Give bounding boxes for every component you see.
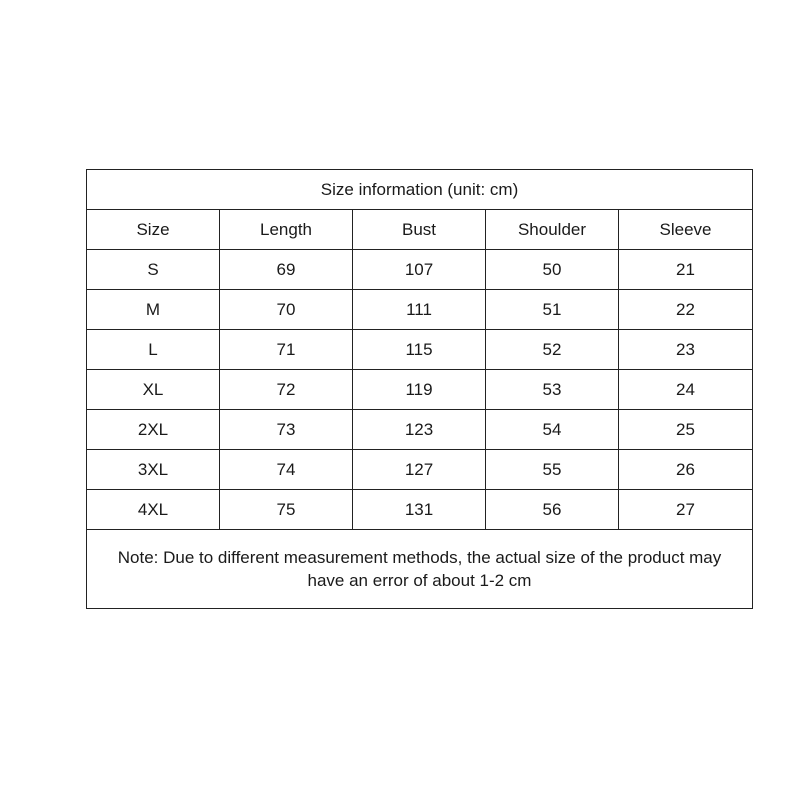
cell-length: 74 [220,450,353,490]
note-row [87,530,753,609]
cell-size: 2XL [87,410,220,450]
cell-bust: 127 [353,450,486,490]
size-chart-table [86,169,753,609]
cell-size: M [87,290,220,330]
measurement-note: Note: Due to different measurement methods, the actual size of the product may have an error of about 1-2 cm [87,530,753,609]
cell-length: 75 [220,490,353,530]
cell-size: 3XL [87,450,220,490]
cell-sleeve: 25 [619,410,753,450]
title-row [87,170,753,210]
cell-sleeve: 23 [619,330,753,370]
cell-sleeve: 22 [619,290,753,330]
table-row [87,410,753,450]
cell-sleeve: 26 [619,450,753,490]
cell-size: 4XL [87,490,220,530]
table-row [87,250,753,290]
cell-sleeve: 21 [619,250,753,290]
column-header-sleeve: Sleeve [619,210,753,250]
table-title: Size information (unit: cm) [87,170,753,210]
cell-bust: 131 [353,490,486,530]
size-chart-body [87,170,753,609]
cell-bust: 123 [353,410,486,450]
column-header-shoulder: Shoulder [486,210,619,250]
header-row [87,210,753,250]
cell-shoulder: 54 [486,410,619,450]
cell-bust: 111 [353,290,486,330]
column-header-bust: Bust [353,210,486,250]
table-row [87,290,753,330]
cell-size: S [87,250,220,290]
cell-sleeve: 24 [619,370,753,410]
cell-shoulder: 51 [486,290,619,330]
cell-sleeve: 27 [619,490,753,530]
cell-bust: 115 [353,330,486,370]
cell-length: 73 [220,410,353,450]
cell-shoulder: 56 [486,490,619,530]
column-header-length: Length [220,210,353,250]
cell-length: 71 [220,330,353,370]
cell-shoulder: 52 [486,330,619,370]
cell-size: XL [87,370,220,410]
table-row [87,450,753,490]
cell-length: 72 [220,370,353,410]
cell-size: L [87,330,220,370]
table-row [87,370,753,410]
cell-shoulder: 53 [486,370,619,410]
cell-bust: 107 [353,250,486,290]
cell-length: 70 [220,290,353,330]
cell-length: 69 [220,250,353,290]
cell-bust: 119 [353,370,486,410]
cell-shoulder: 50 [486,250,619,290]
column-header-size: Size [87,210,220,250]
table-row [87,490,753,530]
cell-shoulder: 55 [486,450,619,490]
table-row [87,330,753,370]
